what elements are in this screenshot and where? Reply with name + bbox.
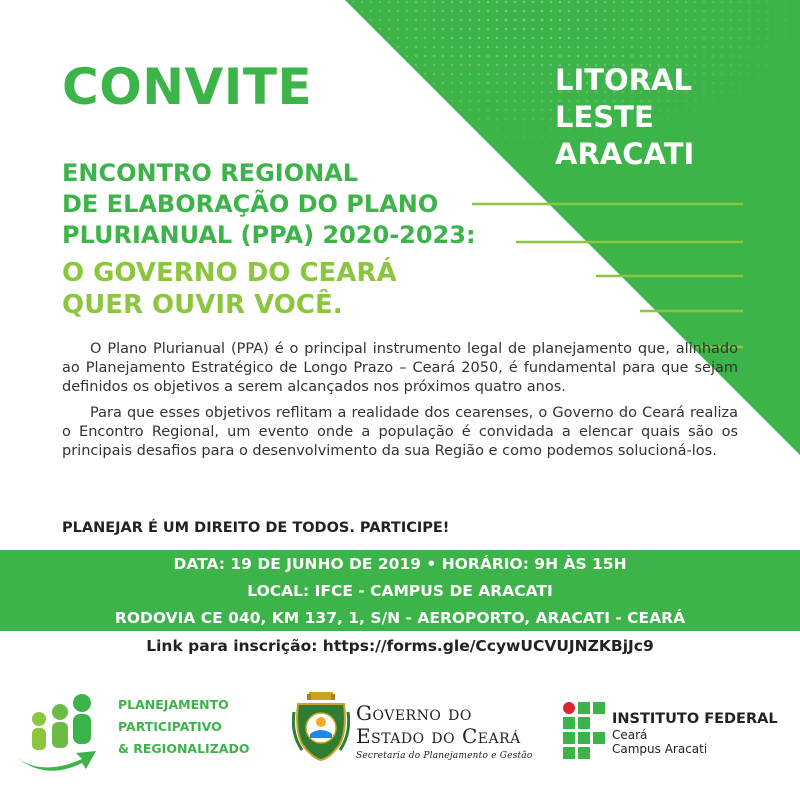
region-line: LESTE — [555, 100, 654, 134]
logo-text-line: & REGIONALIZADO — [118, 741, 250, 756]
planejamento-participativo-logo — [12, 685, 112, 775]
region-line: LITORAL — [555, 63, 692, 97]
gov-line: Estado do Ceará — [356, 724, 521, 748]
gov-line: Governo do — [356, 701, 472, 725]
call-to-action: PLANEJAR É UM DIREITO DE TODOS. PARTICIPE! — [62, 520, 450, 536]
headline — [62, 158, 582, 321]
logo-text-line: PARTICIPATIVO — [118, 719, 222, 734]
event-info-banner — [0, 550, 800, 631]
event-date-time: DATA: 19 DE JUNHO DE 2019 • HORÁRIO: 9H ÀS 15H — [173, 555, 627, 573]
planejamento-logo-text — [118, 694, 249, 760]
if-name: INSTITUTO FEDERAL — [612, 711, 778, 727]
paragraph: Para que esses objetivos reflitam a realidade dos cearenses, o Governo do Ceará realiza o Encontro Regional, um evento onde a população é convidada a elencar quais são os principais desafios para o desenvolvimento da sua Região e como podemos solucioná-los. — [62, 405, 738, 459]
governo-ceara-logo-text — [356, 702, 532, 761]
headline-line: PLURIANUAL (PPA) 2020-2023: — [62, 221, 476, 249]
event-location: LOCAL: IFCE - CAMPUS DE ARACATI — [247, 582, 553, 600]
logo-text-line: PLANEJAMENTO — [118, 697, 229, 712]
event-address: RODOVIA CE 040, KM 137, 1, S/N - AEROPORTO, ARACATI - CEARÁ — [114, 609, 686, 627]
paragraph: O Plano Plurianual (PPA) é o principal instrumento legal de planejamento que, alinhado ao Planejamento Estratégico de Longo Prazo – Ceará 2050, é fundamental para que sejam definidos os objetivos a serem alcançados nos próximos quatro anos. — [62, 341, 738, 395]
page-title: CONVITE — [62, 58, 313, 116]
instituto-federal-logo-icon — [562, 700, 607, 760]
tagline-line: O GOVERNO DO CEARÁ — [62, 258, 397, 288]
body-text — [62, 340, 738, 468]
instituto-federal-logo-text — [612, 710, 778, 756]
if-campus: Campus Aracati — [612, 742, 708, 756]
gov-subtitle: Secretaria do Planejamento e Gestão — [356, 751, 533, 761]
ceara-coat-of-arms-icon — [292, 690, 350, 762]
if-state: Ceará — [612, 728, 648, 742]
headline-line: ENCONTRO REGIONAL — [62, 159, 359, 187]
headline-line: DE ELABORAÇÃO DO PLANO — [62, 190, 439, 218]
tagline-line: QUER OUVIR VOCÊ. — [62, 290, 343, 320]
region-line: ARACATI — [555, 137, 695, 171]
region-label — [555, 62, 785, 173]
registration-link[interactable]: Link para inscrição: https://forms.gle/CcywUCVUJNZKBjJc9 — [146, 637, 654, 655]
